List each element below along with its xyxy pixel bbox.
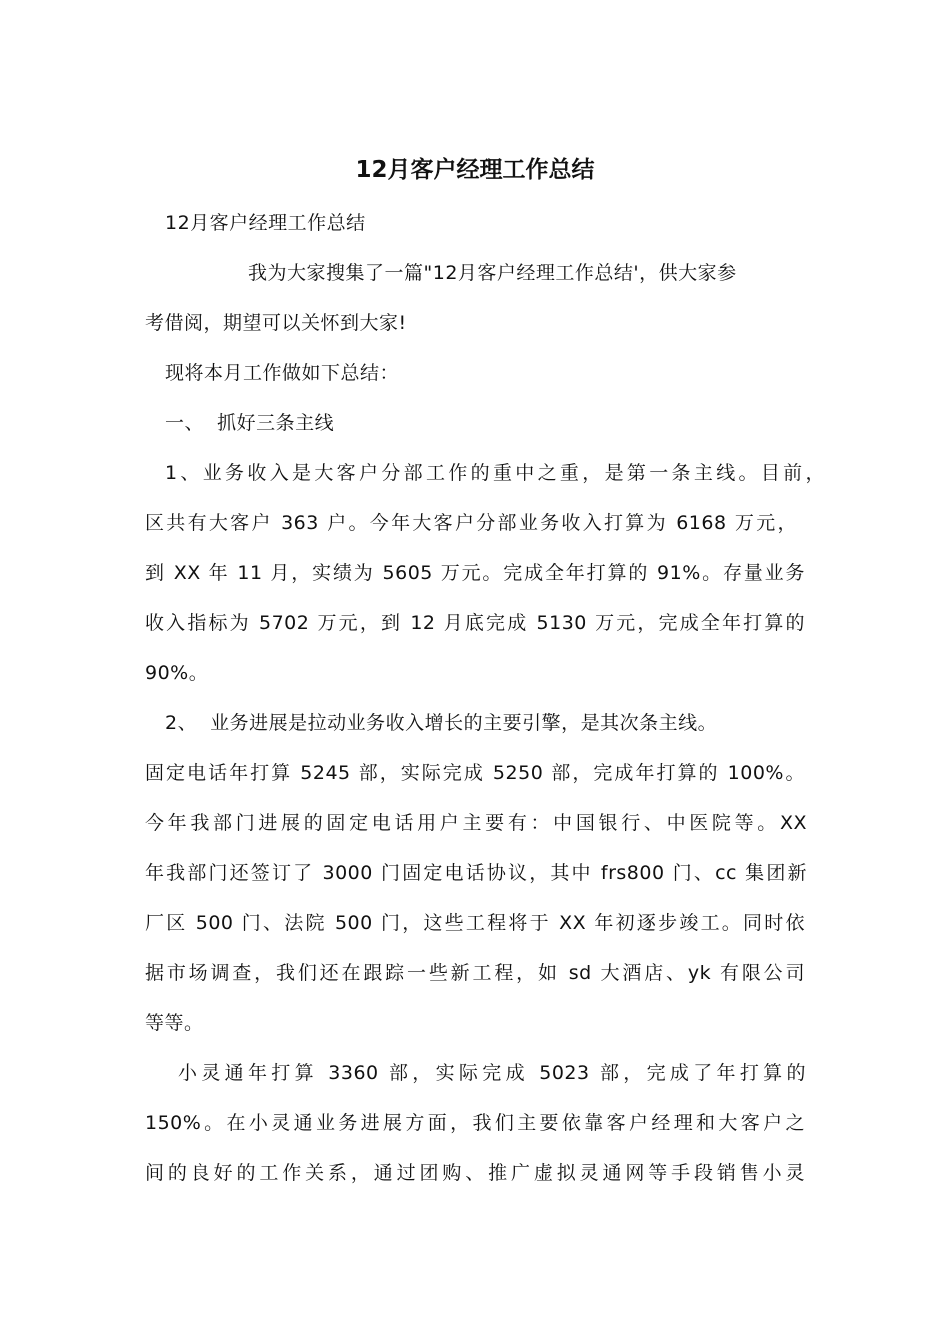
paragraph-line: 小灵通年打算 3360 部，实际完成 5023 部，完成了年打算的: [178, 1062, 806, 1084]
paragraph-line: 1、业务收入是大客户分部工作的重中之重，是第一条主线。目前，: [165, 462, 825, 484]
document-title: 12月客户经理工作总结: [355, 157, 595, 183]
paragraph-line: 一、 抓好三条主线: [165, 412, 335, 434]
paragraph-line: 等等。: [145, 1012, 204, 1034]
paragraph-line: 间的良好的工作关系，通过团购、推广虚拟灵通网等手段销售小灵: [145, 1162, 805, 1184]
paragraph-line: 年我部门还签订了 3000 门固定电话协议，其中 frs800 门、cc 集团新: [145, 862, 807, 884]
paragraph-line: 厂区 500 门、法院 500 门，这些工程将于 XX 年初逐步竣工。同时依: [145, 912, 805, 934]
paragraph-line: 12月客户经理工作总结: [165, 212, 366, 234]
paragraph-line: 固定电话年打算 5245 部，实际完成 5250 部，完成年打算的 100%。: [145, 762, 805, 784]
paragraph-line: 收入指标为 5702 万元，到 12 月底完成 5130 万元，完成全年打算的: [145, 612, 805, 634]
paragraph-line: 2、 业务进展是拉动业务收入增长的主要引擎，是其次条主线。: [165, 712, 718, 734]
paragraph-line: 今年我部门进展的固定电话用户主要有：中国银行、中医院等。XX: [145, 812, 807, 834]
paragraph-line: 据市场调查，我们还在跟踪一些新工程，如 sd 大酒店、yk 有限公司: [145, 962, 805, 984]
paragraph-line: 150%。在小灵通业务进展方面，我们主要依靠客户经理和大客户之: [145, 1112, 805, 1134]
paragraph-line: 90%。: [145, 662, 209, 684]
paragraph-line: 我为大家搜集了一篇"12月客户经理工作总结'，供大家参: [248, 262, 737, 284]
paragraph-line: 区共有大客户 363 户。今年大客户分部业务收入打算为 6168 万元，: [145, 512, 797, 534]
paragraph-line: 到 XX 年 11 月，实绩为 5605 万元。完成全年打算的 91%。存量业务: [145, 562, 805, 584]
paragraph-line: 考借阅，期望可以关怀到大家!: [145, 312, 407, 334]
paragraph-line: 现将本月工作做如下总结：: [165, 362, 400, 384]
